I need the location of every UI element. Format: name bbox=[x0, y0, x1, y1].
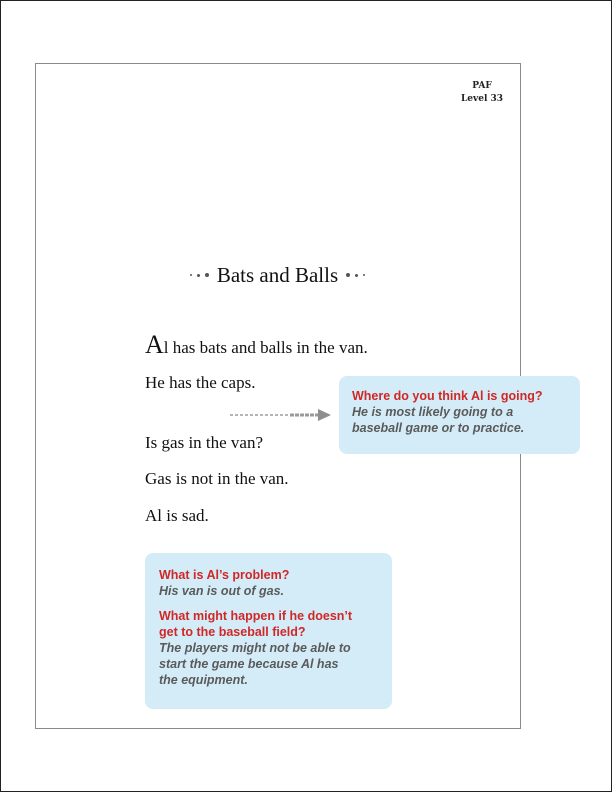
spacer bbox=[159, 599, 382, 608]
ornament-dot bbox=[190, 274, 192, 276]
callout-answer-line: start the game because Al has bbox=[159, 657, 339, 671]
callout-question: What is Al’s problem? bbox=[159, 568, 290, 582]
story-line-4: Gas is not in the van. bbox=[145, 469, 289, 488]
title-row bbox=[170, 262, 385, 288]
level-tag bbox=[452, 80, 512, 106]
level-tag-level: Level 33 bbox=[460, 94, 504, 104]
ornament-dot bbox=[205, 273, 209, 277]
callout-question-line: What might happen if he doesn’t bbox=[159, 609, 353, 623]
drop-cap: A bbox=[145, 330, 164, 359]
story-line-3: Is gas in the van? bbox=[145, 433, 264, 452]
callout-answer-line: the equipment. bbox=[159, 673, 248, 687]
ornament-dot bbox=[363, 274, 365, 276]
callout-going bbox=[339, 376, 580, 454]
story-line-2: He has the caps. bbox=[145, 373, 256, 392]
callout-problem bbox=[145, 553, 392, 709]
story-line-5: Al is sad. bbox=[145, 506, 209, 525]
callout-question: Where do you think Al is going? bbox=[352, 389, 543, 403]
ornament-dot bbox=[197, 274, 200, 277]
story-line-1 bbox=[145, 330, 368, 360]
right-dots-ornament bbox=[346, 273, 365, 277]
callout-answer-line: The players might not be able to bbox=[159, 641, 351, 655]
pointer-arrow-icon bbox=[228, 408, 332, 422]
callout-answer-line: His van is out of gas. bbox=[159, 584, 285, 598]
callout-answer-line: He is most likely going to a bbox=[352, 405, 514, 419]
callout-question-line: get to the baseball field? bbox=[159, 625, 306, 639]
ornament-dot bbox=[355, 274, 358, 277]
left-dots-ornament bbox=[190, 273, 209, 277]
page-title: Bats and Balls bbox=[216, 262, 339, 287]
ornament-dot bbox=[346, 273, 350, 277]
story-line-1-text: l has bats and balls in the van. bbox=[163, 338, 368, 357]
level-tag-program: PAF bbox=[472, 81, 492, 91]
callout-answer-line: baseball game or to practice. bbox=[352, 421, 525, 435]
